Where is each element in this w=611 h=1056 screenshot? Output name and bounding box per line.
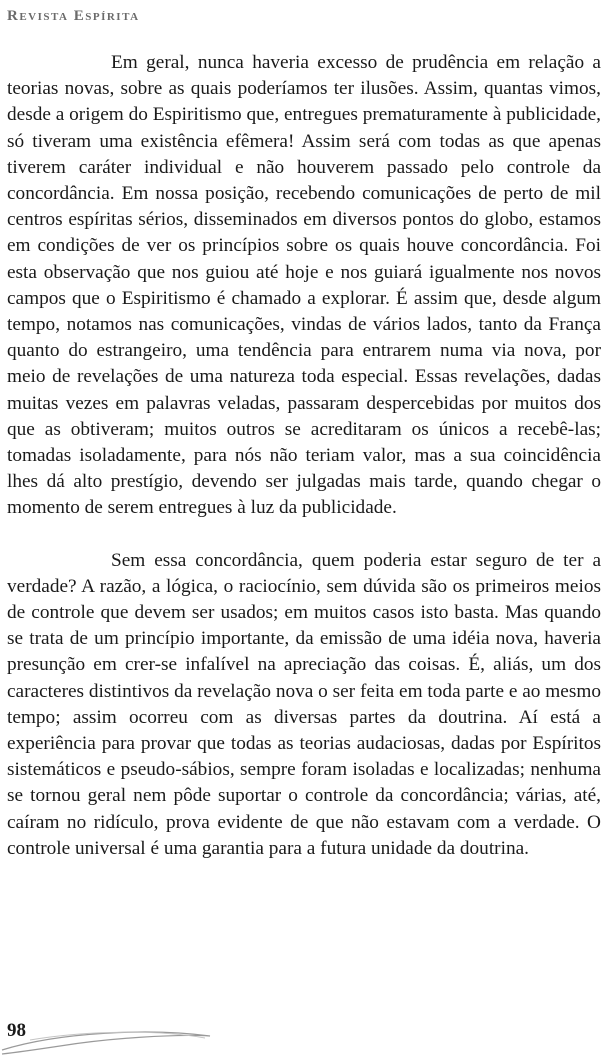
page-number: 98: [7, 1020, 26, 1041]
page-footer: [0, 1010, 611, 1056]
paragraph-2: Sem essa concordância, quem poderia estar seguro de ter a verdade? A razão, a lógica, o raciocínio, sem dúvida são os primeiros meios de controle que devem ser usados; em muitos casos isto basta. Mas quando se trata de um princípio importante, da emissão de uma idéia nova, haveria presunção em crer-se infalível na apreciação das coisas. É, aliás, um dos caracteres distintivos da revelação nova o ser feita em toda parte e ao mesmo tempo; assim ocorreu com as diversas partes da doutrina. Aí está a experiência para provar que todas as teorias audaciosas, dadas por Espíritos sistemáticos e pseudo-sábios, sempre foram isoladas e localizadas; nenhuma se tornou geral nem pôde suportar o controle da concordância; várias, até, caíram no ridículo, prova evidente de que não estavam com a verdade. O controle universal é uma garantia para a futura unidade da doutrina.: [7, 549, 601, 859]
footer-swoosh-ornament: [0, 1010, 611, 1056]
paragraph-1: Em geral, nunca haveria excesso de prudência em relação a teorias novas, sobre as quais poderíamos ter ilusões. Assim, quantas vimos, desde a origem do Espiritismo que, entregues prematuramente à publicidade, só tiveram uma existência efêmera! Assim será com todas as que apenas tiverem caráter individual e não houverem passado pelo controle da concordância. Em nossa posição, recebendo comunicações de perto de mil centros espíritas sérios, disseminados em diversos pontos do globo, estamos em condições de ver os princípios sobre os quais houve concordância. Foi esta observação que nos guiou até hoje e nos guiará igualmente nos novos campos que o Espiritismo é chamado a explorar. É assim que, desde algum tempo, notamos nas comunicações, vindas de vários lados, tanto da França quanto do estrangeiro, uma tendência para entrarem numa via nova, por meio de revelações de uma natureza toda especial. Essas revelações, dadas muitas vezes em palavras veladas, passaram despercebidas por muitos dos que as obtiveram; muitos outros se acreditaram os únicos a recebê-las; tomadas isoladamente, para nós não teriam valor, mas a sua coincidência lhes dá alto prestígio, devendo ser julgadas mais tarde, quando chegar o momento de serem entregues à luz da publicidade.: [7, 52, 601, 519]
running-header: Revista Espírita: [7, 8, 140, 24]
page-body: [7, 50, 601, 862]
